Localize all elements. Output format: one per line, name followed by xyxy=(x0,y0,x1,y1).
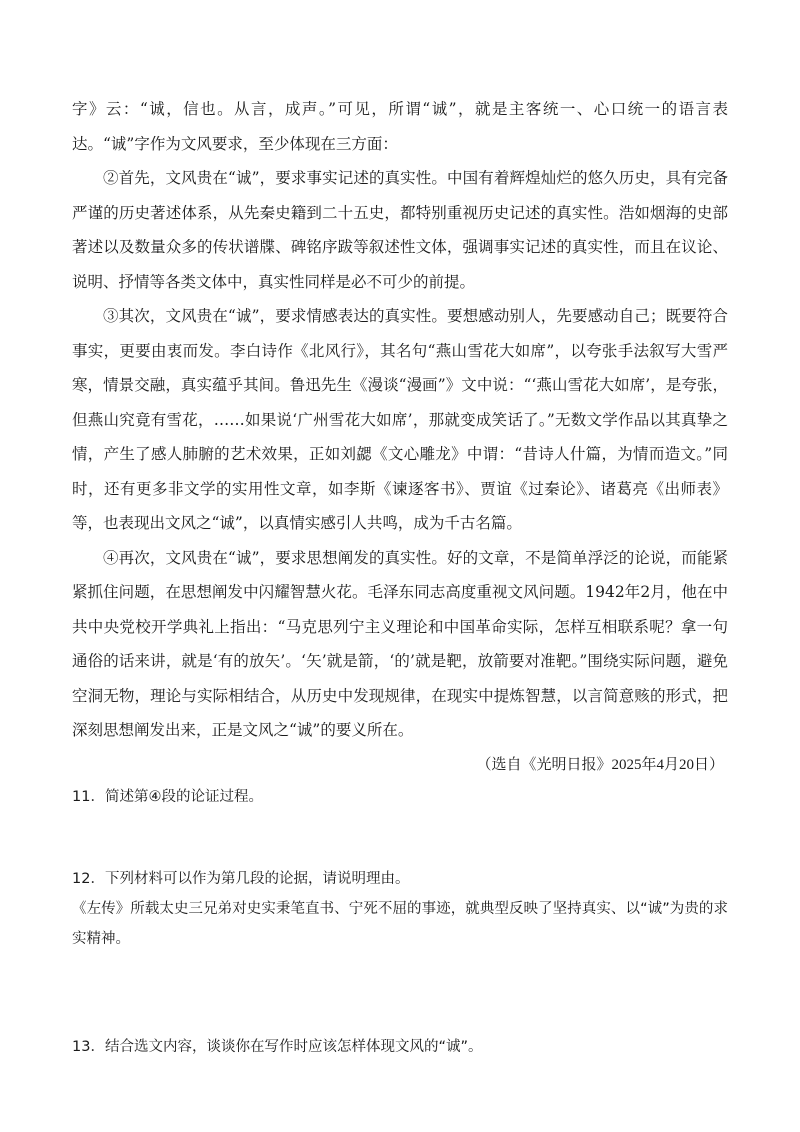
paragraph-intro: 字》云：“诚，信也。从言，成声。”可见，所谓“诚”，就是主客统一、心口统一的语言表达。“诚”字作为文风要求，至少体现在三方面： xyxy=(72,100,728,153)
question-12: 12．下列材料可以作为第几段的论据，请说明理由。 xyxy=(72,870,410,887)
paragraph-4: ④再次，文风贵在“诚”，要求思想阐发的真实性。好的文章，不是简单浮泛的论说，而能紧紧抓住问题，在思想阐发中闪耀智慧火花。毛泽东同志高度重视文风问题。1942年2月，他在中共中央党校开学典礼上指出：“马克思列宁主义理论和中国革命实际，怎样互相联系呢？拿一句通俗的话来讲，就是‘有的放矢’。‘矢’就是箭，‘的’就是靶，放箭要对准靶。”围绕实际问题，避免空洞无物，理论与实际相结合，从历史中发现规律，在现实中提炼智慧，以言简意赅的形式，把深刻思想阐发出来，正是文风之“诚”的要义所在。 xyxy=(72,548,728,739)
question-11: 11．简述第④段的论证过程。 xyxy=(72,788,263,805)
answer-space-11 xyxy=(72,812,728,864)
document-page xyxy=(72,92,728,1062)
paragraph-3: ③其次，文风贵在“诚”，要求情感表达的真实性。要想感动别人，先要感动自己；既要符合事实，更要由衷而发。李白诗作《北风行》，其名句“燕山雪花大如席”，以夸张手法叙写大雪严寒，情景交融，真实蕴乎其间。鲁迅先生《漫谈“漫画”》文中说：“‘燕山雪花大如席’，是夸张，但燕山究竟有雪花，……如果说‘广州雪花大如席’，那就变成笑话了。”无数文学作品以其真挚之情，产生了感人肺腑的艺术效果，正如刘勰《文心雕龙》中谓：“昔诗人什篇，为情而造文。”同时，还有更多非文学的实用性文章，如李斯《谏逐客书》、贾谊《过秦论》、诸葛亮《出师表》等，也表现出文风之“诚”，以真情实感引人共鸣，成为千古名篇。 xyxy=(72,307,728,532)
question-13: 13．结合选文内容，谈谈你在写作时应该怎样体现文风的“诚”。 xyxy=(72,1038,483,1055)
paragraph-2: ②首先，文风贵在“诚”，要求事实记述的真实性。中国有着辉煌灿烂的悠久历史，具有完备严谨的历史著述体系，从先秦史籍到二十五史，都特别重视历史记述的真实性。浩如烟海的史部著述以及数量众多的传状谱牒、碑铭序跋等叙述性文体，强调事实记述的真实性，而且在议论、说明、抒情等各类文体中，真实性同样是必不可少的前提。 xyxy=(72,169,728,291)
source-citation: （选自《光明日报》2025年4月20日） xyxy=(476,756,724,773)
answer-space-12 xyxy=(72,954,728,1032)
question-12-material: 《左传》所载太史三兄弟对史实秉笔直书、宁死不屈的事迹，就典型反映了坚持真实、以“诚”为贵的求实精神。 xyxy=(72,900,728,947)
